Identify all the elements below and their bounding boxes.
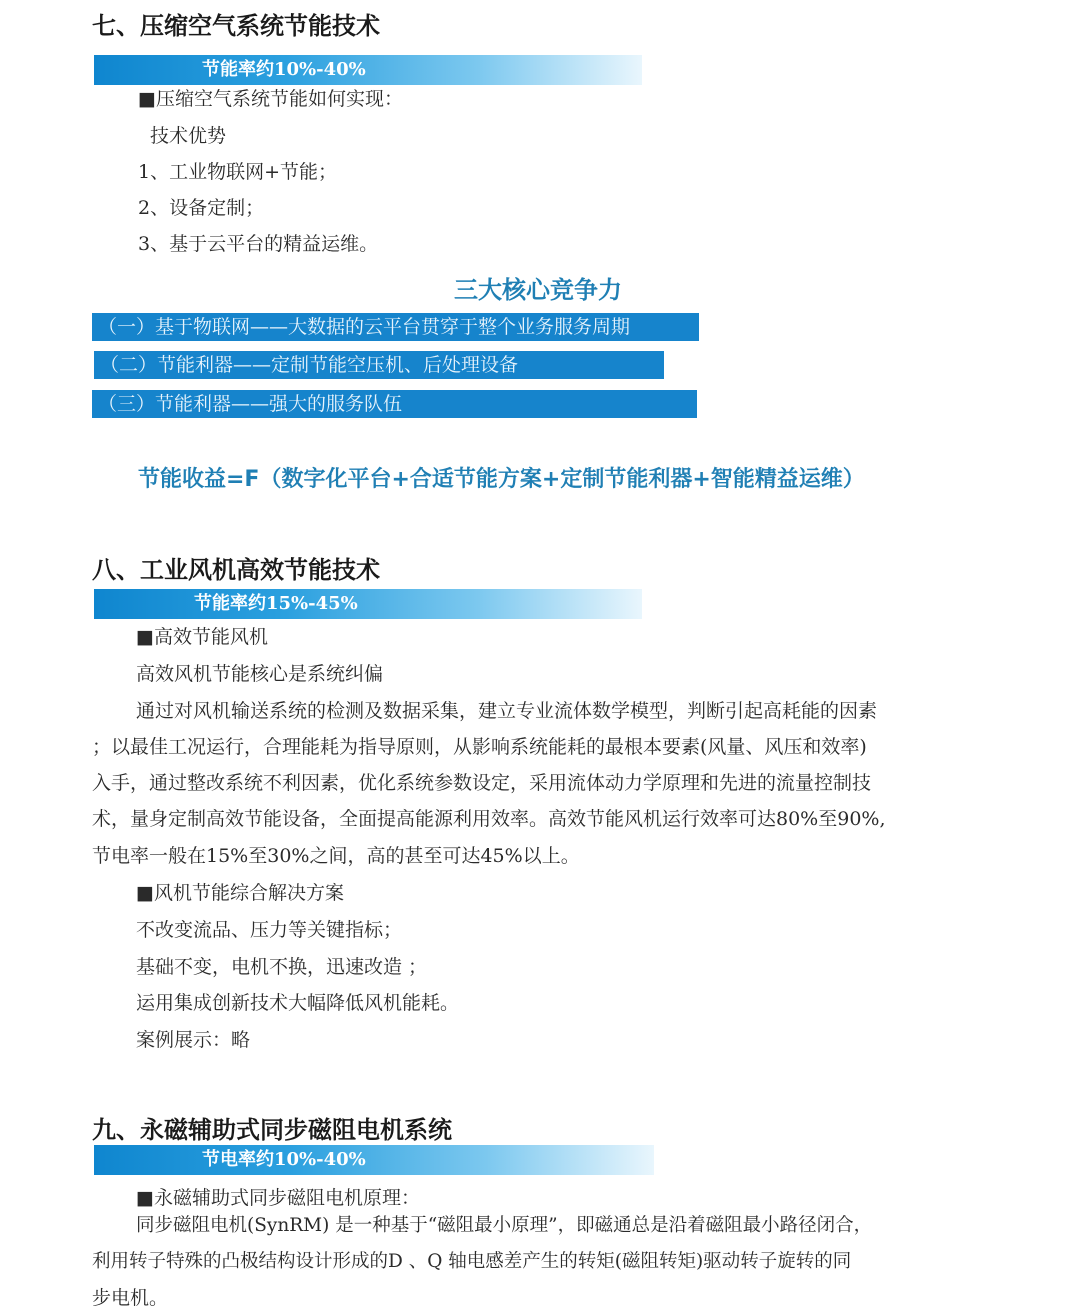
core-item: （二）节能利器——定制节能空压机、后处理设备 [94, 351, 664, 379]
section-8-paragraph-line: 通过对风机输送系统的检测及数据采集，建立专业流体数学模型，判断引起高耗能的因素 [136, 700, 878, 722]
section-8-paragraph-line: 术，量身定制高效节能设备，全面提高能源利用效率。高效节能风机运行效率可达80%至90%, [92, 808, 886, 830]
section-9-line: ■永磁辅助式同步磁阻电机原理： [136, 1187, 420, 1209]
section-9-paragraph-line: 步电机。 [92, 1287, 169, 1309]
section-9-rate-text: 节电率约10%-40% [202, 1149, 366, 1170]
section-8-paragraph-line: 节电率一般在15%至30%之间，高的甚至可达45%以上。 [92, 845, 580, 867]
section-7-line: 2、设备定制； [138, 197, 265, 219]
section-7-line: 1、工业物联网+节能； [138, 161, 338, 183]
section-9-rate-band [94, 1145, 654, 1175]
section-7-line: 技术优势 [150, 125, 227, 147]
section-7-rate-text: 节能率约10%-40% [202, 59, 366, 80]
core-competence-title: 三大核心竞争力 [454, 276, 622, 304]
section-8-rate-text: 节能率约15%-45% [194, 593, 358, 614]
section-8-paragraph-line: 入手，通过整改系统不利因素，优化系统参数设定，采用流体动力学原理和先进的流量控制技 [92, 772, 872, 794]
section-8-line: 不改变流品、压力等关键指标； [136, 919, 403, 941]
section-7-line: ■压缩空气系统节能如何实现： [138, 88, 403, 110]
section-8-rate-band [94, 589, 642, 619]
section-7-heading: 七、压缩空气系统节能技术 [92, 12, 380, 40]
section-8-line: 运用集成创新技术大幅降低风机能耗。 [136, 992, 460, 1014]
section-8-line: 基础不变，电机不换，迅速改造 ； [136, 956, 428, 978]
section-7-rate-band [94, 55, 642, 85]
section-9-paragraph-line: 利用转子特殊的凸极结构设计形成的D 、Q 轴电感差产生的转矩(磁阻转矩)驱动转子旋转的同 [92, 1251, 852, 1272]
section-8-line: 案例展示：略 [136, 1029, 251, 1051]
section-7-line: 3、基于云平台的精益运维。 [138, 233, 379, 255]
section-9-heading: 九、永磁辅助式同步磁阻电机系统 [92, 1116, 452, 1144]
section-8-paragraph-line: ；以最佳工况运行，合理能耗为指导原则，从影响系统能耗的最根本要素(风量、风压和效率) [92, 736, 867, 758]
core-item: （一）基于物联网——大数据的云平台贯穿于整个业务服务周期 [92, 313, 699, 341]
section-9-paragraph-line: 同步磁阻电机(SynRM) 是一种基于“磁阻最小原理”，即磁通总是沿着磁阻最小路径闭合， [136, 1215, 873, 1236]
section-8-heading: 八、工业风机高效节能技术 [92, 556, 380, 584]
section-8-line: ■风机节能综合解决方案 [136, 882, 344, 904]
energy-benefit-formula: 节能收益=F（数字化平台+合适节能方案+定制节能利器+智能精益运维） [138, 467, 865, 492]
section-8-line: ■高效节能风机 [136, 626, 268, 648]
core-item: （三）节能利器——强大的服务队伍 [92, 390, 697, 418]
section-8-line: 高效风机节能核心是系统纠偏 [136, 663, 384, 685]
